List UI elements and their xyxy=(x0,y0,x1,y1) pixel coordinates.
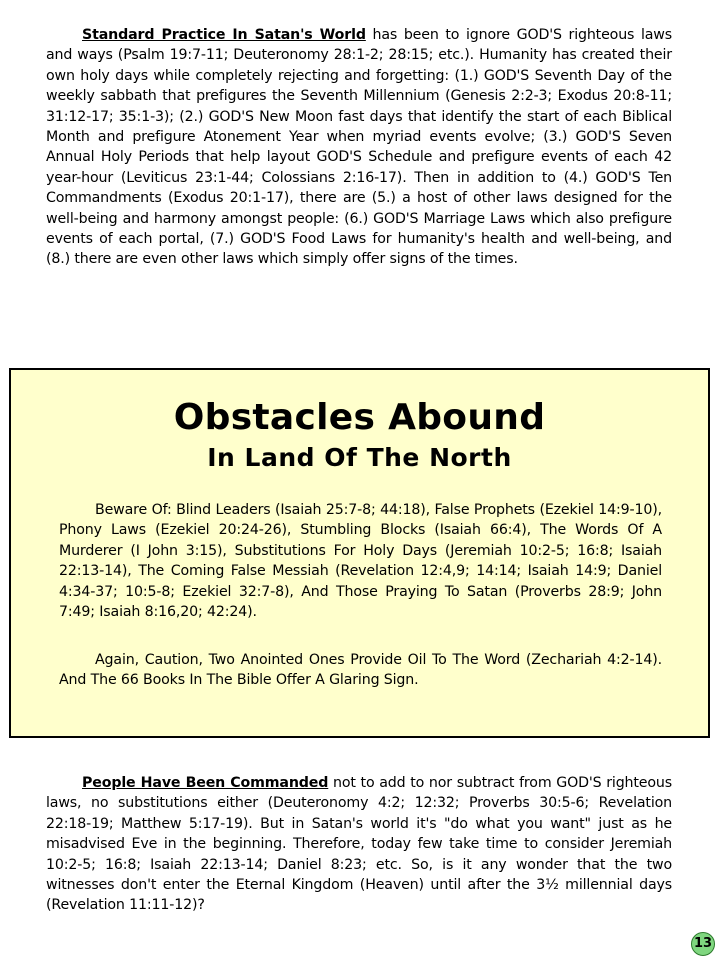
intro-body-text: has been to ignore GOD'S righteous laws and ways (Psalm 19:7-11; Deuteronomy 28:1-2; 28:15; etc.). Humanity has created their own holy days while completely rejecting and forgetting: (1.) GOD'S Seventh Day of the weekly sabbath that prefigures the Seventh Millennium (Genesis 2:2-3; Exodus 20:8-11; 31:12-17; 35:1-3); (2.) GOD'S New Moon fast days that identify the start of each Biblical Month and prefigure Atonement Year when myriad events evolve; (3.) GOD'S Seven Annual Holy Periods that help layout GOD'S Schedule and prefigure events of each 42 year-hour (Leviticus 23:1-44; Colossians 2:16-17). Then in addition to (4.) GOD'S Ten Commandments (Exodus 20:1-17), there are (5.) a host of other laws designed for the well-being and harmony amongst people: (6.) GOD'S Marriage Laws which also prefigure events of each portal, (7.) GOD'S Food Laws for humanity's health and well-being, and (8.) there are even other laws which simply offer signs of the times. xyxy=(46,27,672,268)
obstacles-callout-box xyxy=(9,368,710,738)
intro-paragraph xyxy=(46,25,672,270)
callout-title: Obstacles Abound xyxy=(173,397,546,438)
callout-subtitle: In Land Of The North xyxy=(207,443,512,472)
commanded-paragraph xyxy=(46,773,672,916)
commanded-body-text: not to add to nor subtract from GOD'S righteous laws, no substitutions either (Deuteronomy 4:2; 12:32; Proverbs 30:5-6; Revelation 22:18-19; Matthew 5:17-19). But in Satan's world it's "do what you want" just as he misadvised Eve in the beginning. Therefore, today few take time to consider Jeremiah 10:2-5; 16:8; Isaiah 22:13-14; Daniel 8:23; etc. So, is it any wonder that the two witnesses don't enter the Eternal Kingdom (Heaven) until after the 3½ millennial days (Revelation 11:11-12)? xyxy=(46,775,672,914)
page-number-badge: 13 xyxy=(691,932,715,956)
callout-paragraph-beware: Beware Of: Blind Leaders (Isaiah 25:7-8; 44:18), False Prophets (Ezekiel 14:9-10), Phony Laws (Ezekiel 20:24-26), Stumbling Blocks (Isaiah 66:4), The Words Of A Murderer (I John 3:15), Substitutions For Holy Days (Jeremiah 10:2-5; 16:8; Isaiah 22:13-14), The Coming False Messiah (Revelation 12:4,9; 14:14; Isaiah 14:9; Daniel 4:34-37; 10:5-8; Ezekiel 32:7-8), And Those Praying To Satan (Proverbs 28:9; John 7:49; Isaiah 8:16,20; 42:24). xyxy=(59,502,662,621)
commanded-lead-heading: People Have Been Commanded xyxy=(82,775,329,791)
intro-lead-heading: Standard Practice In Satan's World xyxy=(82,27,366,43)
callout-paragraph-caution: Again, Caution, Two Anointed Ones Provide Oil To The Word (Zechariah 4:2-14). And The 66 Books In The Bible Offer A Glaring Sign. xyxy=(59,652,662,689)
